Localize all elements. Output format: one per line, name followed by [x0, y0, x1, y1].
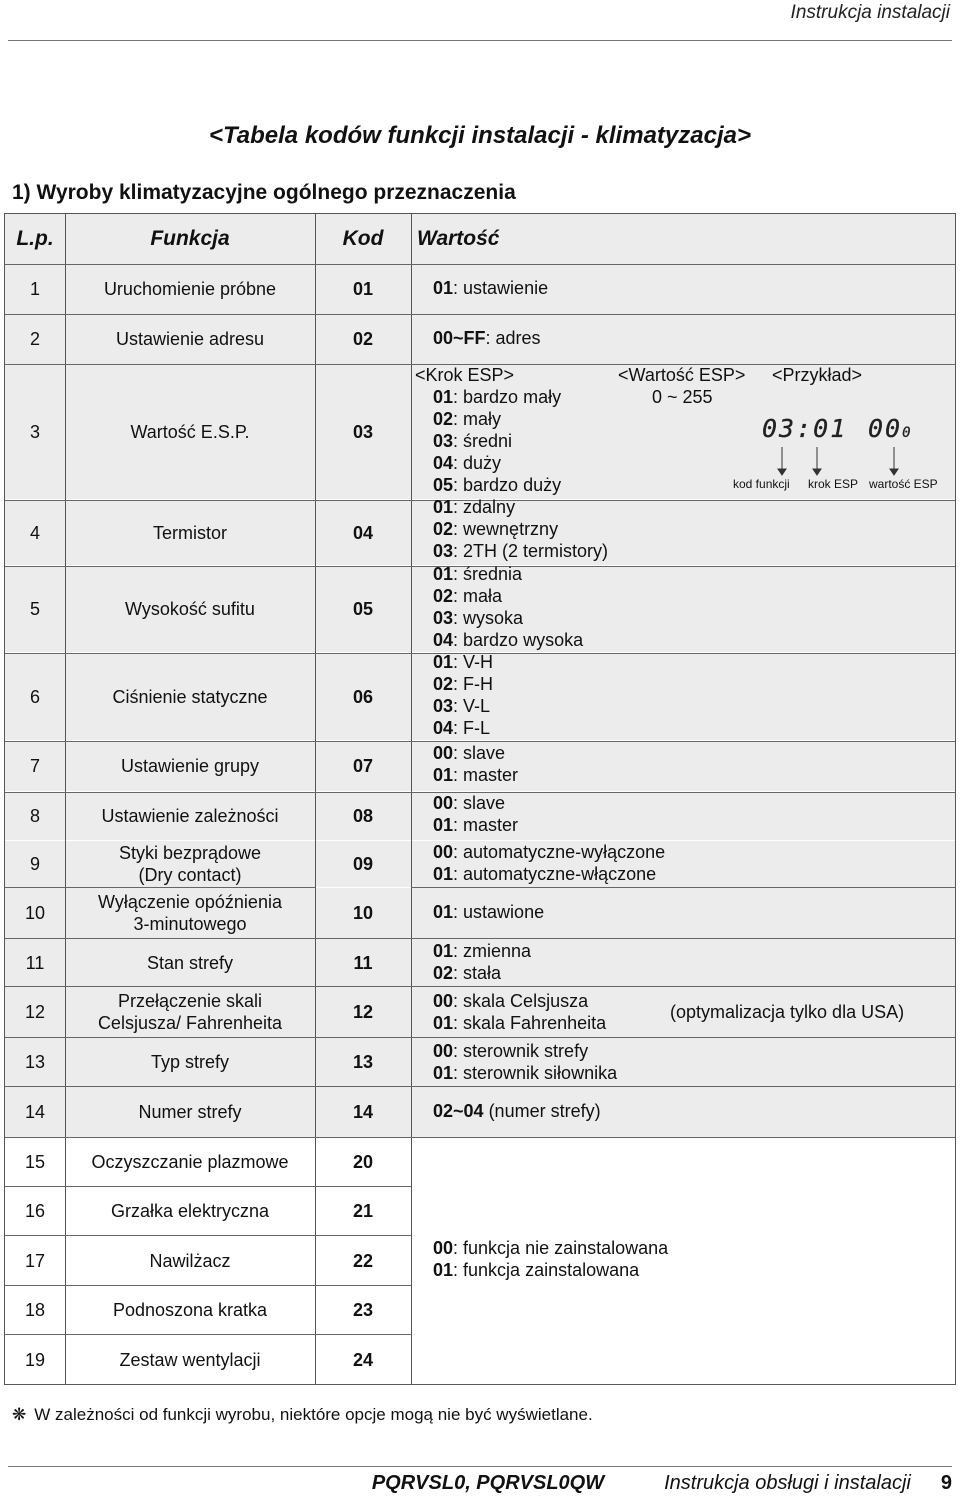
- function-name-line: 3-minutowego: [133, 914, 247, 934]
- value-cell: 01: V-H 02: F-H 03: V-L 04: F-L: [433, 652, 494, 738]
- esp-value-range: 0 ~ 255: [652, 387, 713, 407]
- function-code: 07: [352, 756, 374, 776]
- function-name: Wartość E.S.P.: [130, 421, 250, 442]
- function-code: 09: [352, 854, 374, 874]
- esp-step-header: <Krok ESP>: [415, 365, 515, 385]
- function-code: 04: [352, 522, 374, 543]
- function-name-line: (Dry contact): [138, 865, 242, 885]
- example-display-left: 03:01: [762, 414, 848, 443]
- row-number: 4: [29, 522, 40, 543]
- value-cell: 00: automatyczne-wyłączone 01: automatyczne-włączone: [433, 842, 666, 884]
- function-name: Grzałka elektryczna: [110, 1201, 270, 1221]
- function-name: Stan strefy: [146, 952, 234, 973]
- value-cell: 00: funkcja nie zainstalowana 01: funkcja zainstalowana: [433, 1238, 669, 1280]
- function-name: Ciśnienie statyczne: [112, 686, 268, 707]
- function-code: 12: [352, 1002, 374, 1022]
- row-number: 8: [29, 806, 40, 826]
- example-display-small-digit: 0: [902, 425, 913, 441]
- footer-manual-title: Instrukcja obsługi i instalacji: [664, 1472, 911, 1494]
- value-cell: 00~FF: adres: [433, 328, 541, 348]
- function-code: 11: [353, 952, 373, 973]
- document-title: <Tabela kodów funkcji instalacji - klimatyzacja>: [209, 122, 751, 149]
- function-name: Zestaw wentylacji: [119, 1349, 261, 1370]
- row-number: 19: [24, 1349, 46, 1370]
- value-cell: 01: średnia 02: mała 03: wysoka 04: bardzo wysoka: [433, 564, 584, 650]
- column-divider: [411, 214, 412, 1384]
- row-number: 3: [29, 421, 40, 442]
- footer-divider: [8, 1466, 952, 1467]
- function-code: 03: [352, 421, 374, 442]
- function-code: 13: [352, 1052, 374, 1072]
- value-cell: 01: zdalny 02: wewnętrzny 03: 2TH (2 termistory): [433, 497, 609, 561]
- function-code: 20: [352, 1152, 374, 1172]
- row-number: 1: [29, 279, 40, 299]
- function-name-line: Wyłączenie opóźnienia: [98, 892, 282, 912]
- esp-example-header: <Przykład>: [772, 365, 863, 385]
- value-cell: 00: sterownik strefy 01: sterownik siłownika: [433, 1041, 618, 1083]
- function-code: 08: [352, 806, 374, 826]
- header-divider: [8, 40, 952, 41]
- function-name-line: Przełączenie skali: [117, 991, 263, 1011]
- function-name: Uruchomienie próbne: [103, 279, 277, 299]
- header-value: Wartość: [417, 227, 500, 250]
- function-code: 06: [352, 686, 374, 707]
- example-display-right: [868, 414, 913, 443]
- usa-note: (optymalizacja tylko dla USA): [670, 1002, 905, 1022]
- label-esp-value: wartość ESP: [869, 477, 938, 491]
- value-cell: 01: ustawione: [433, 902, 545, 922]
- function-name: Typ strefy: [150, 1052, 230, 1072]
- function-code: 22: [352, 1250, 374, 1271]
- row-number: 5: [29, 599, 40, 619]
- label-esp-step: krok ESP: [808, 477, 859, 491]
- header-no: L.p.: [16, 227, 54, 250]
- value-cell: 00: slave 01: master: [433, 793, 519, 835]
- function-code: 02: [352, 329, 374, 349]
- row-number: 15: [24, 1152, 46, 1172]
- function-name: Ustawienie grupy: [120, 756, 260, 776]
- function-code: 14: [352, 1102, 374, 1122]
- function-code: 21: [352, 1201, 374, 1221]
- footer-models: PQRVSL0, PQRVSL0QW: [371, 1472, 605, 1494]
- function-name-line: Styki bezprądowe: [118, 843, 262, 863]
- page-number: 9: [940, 1472, 952, 1494]
- function-name: Oczyszczanie plazmowe: [91, 1152, 289, 1172]
- function-name: Podnoszona kratka: [112, 1300, 268, 1320]
- function-code: 23: [352, 1300, 374, 1320]
- value-cell: 01: ustawienie: [433, 278, 549, 298]
- row-number: 6: [29, 686, 40, 707]
- function-name: [65, 888, 315, 938]
- footnote-text: W zależności od funkcji wyrobu, niektóre opcje mogą nie być wyświetlane.: [34, 1405, 593, 1424]
- function-name: Ustawienie adresu: [115, 329, 265, 349]
- footnote-symbol-icon: ❋: [12, 1405, 27, 1424]
- value-cell: 02~04 (numer strefy): [433, 1101, 601, 1121]
- row-number: 14: [24, 1102, 46, 1122]
- header-function: Funkcja: [150, 227, 230, 250]
- row-number: 13: [24, 1052, 46, 1072]
- section-title: 1) Wyroby klimatyzacyjne ogólnego przeznaczenia: [12, 181, 516, 204]
- esp-step-list: 01: bardzo mały 02: mały 03: średni 04: duży 05: bardzo duży: [433, 387, 562, 495]
- row-number: 12: [24, 1002, 46, 1022]
- function-name: [65, 841, 315, 887]
- function-code: 05: [352, 599, 374, 619]
- row-number: 2: [29, 329, 40, 349]
- row-number: 11: [25, 952, 45, 973]
- function-code: 10: [352, 903, 374, 923]
- function-name-line: Celsjusza/ Fahrenheita: [97, 1013, 283, 1033]
- row-number: 17: [24, 1250, 46, 1271]
- function-name: Nawilżacz: [149, 1250, 231, 1271]
- function-code: 24: [352, 1349, 374, 1370]
- running-head: Instrukcja instalacji: [790, 2, 950, 23]
- row-number: 9: [29, 854, 40, 874]
- esp-value-header: <Wartość ESP>: [618, 365, 746, 385]
- example-display-value: 00: [868, 414, 903, 443]
- function-name: [65, 987, 315, 1037]
- example-pointer-arrows: [730, 444, 955, 478]
- page-footer: [372, 1472, 952, 1495]
- row-number: 7: [29, 756, 40, 776]
- row-number: 16: [24, 1201, 46, 1221]
- function-name: Termistor: [152, 522, 227, 543]
- function-code: 01: [352, 279, 374, 299]
- footnote: [12, 1405, 593, 1425]
- value-cell: 01: zmienna 02: stała: [433, 941, 532, 983]
- header-code: Kod: [342, 227, 384, 250]
- value-cell: 00: skala Celsjusza 01: skala Fahrenheita: [433, 991, 607, 1033]
- row-number: 10: [24, 903, 46, 923]
- function-name: Wysokość sufitu: [125, 599, 255, 619]
- value-cell: 00: slave 01: master: [433, 743, 519, 785]
- function-name: Numer strefy: [138, 1102, 242, 1122]
- label-function-code: kod funkcji: [733, 477, 790, 491]
- row-number: 18: [24, 1300, 46, 1320]
- function-name: Ustawienie zależności: [101, 806, 279, 826]
